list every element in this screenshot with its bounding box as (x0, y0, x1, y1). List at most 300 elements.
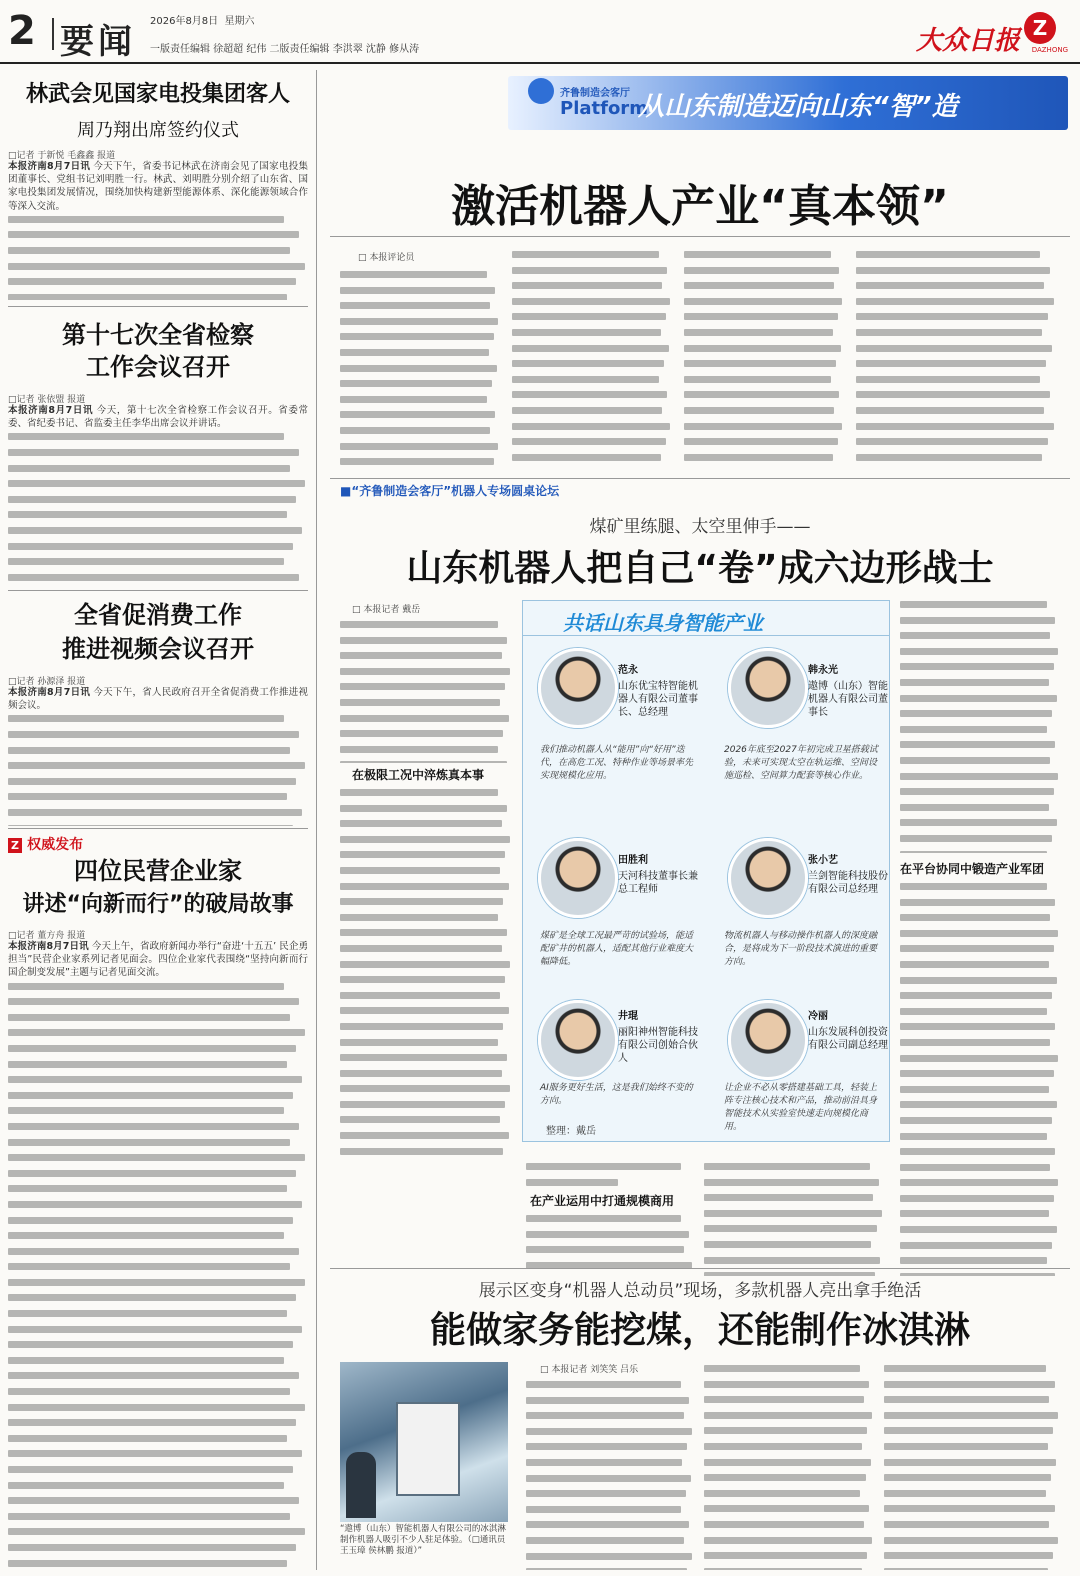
feature-byline: □ 本报记者 戴岳 (352, 605, 421, 615)
text-line (340, 805, 512, 818)
editors-line: 一版责任编辑 徐超超 纪伟 二版责任编辑 李洪翠 沈静 修从涛 (150, 44, 420, 55)
article-4-filler (8, 983, 308, 1570)
article-2-title-line2[interactable]: 工作会议召开 (86, 353, 230, 381)
weekday-text: 星期六 (224, 16, 255, 27)
feature-col-2a (526, 1160, 694, 1190)
text-line (8, 1435, 308, 1448)
bottom-title[interactable]: 能做家务能挖煤，还能制作冰淇淋 (429, 1310, 970, 1351)
text-line (8, 496, 308, 509)
bottom-col-1-filler (526, 1381, 694, 1570)
text-line (884, 1552, 1060, 1565)
text-line (340, 851, 512, 864)
forum-label: ■“齐鲁制造会客厅”机器人专场圆桌论坛 (340, 484, 560, 498)
text-line (512, 298, 672, 311)
person-5-title: 丽阳神州智能科技有限公司创始合伙人 (618, 1027, 698, 1064)
authoritative-release-tag (8, 834, 83, 854)
text-line (684, 423, 844, 436)
platform-banner (508, 76, 1068, 130)
text-line (900, 679, 1060, 692)
text-line (900, 1008, 1060, 1021)
text-line (856, 313, 1056, 326)
text-line (704, 1459, 874, 1472)
text-line (8, 465, 308, 478)
text-line (884, 1396, 1060, 1409)
text-line (526, 1397, 694, 1410)
banner-slogan: 从山东制造迈向山东“智”造 (638, 92, 958, 122)
text-line (340, 302, 500, 315)
text-line (900, 726, 1060, 739)
text-line (684, 282, 844, 295)
text-line (340, 761, 512, 763)
text-line (900, 695, 1060, 708)
text-line (884, 1521, 1060, 1534)
article-3-title-line1[interactable]: 全省促消费工作 (74, 601, 242, 629)
article-2-text: 今天，第十七次全省检察工作会议召开。省委常委、省纪委书记、省监委主任李华出席会议并讲话。 (8, 405, 308, 430)
avatar (728, 838, 808, 918)
text-line (8, 1092, 308, 1105)
feature-col-2b-filler (526, 1215, 694, 1276)
commentary-col-3-filler (684, 251, 844, 468)
text-line (8, 263, 308, 276)
text-line (704, 1241, 884, 1254)
article-2-title-line1[interactable]: 第十七次全省检察 (62, 321, 254, 349)
text-line (340, 836, 512, 849)
text-line (340, 746, 512, 759)
bottom-col-1 (526, 1378, 694, 1570)
text-line (8, 1154, 308, 1167)
text-line (684, 438, 844, 451)
text-line (526, 1568, 694, 1570)
text-line (8, 1107, 308, 1120)
text-line (340, 443, 500, 456)
text-line (900, 1226, 1060, 1239)
person-silhouette-icon (346, 1452, 376, 1518)
text-line (526, 1553, 694, 1566)
person-2-title: 遨博（山东）智能机器人有限公司董事长 (808, 681, 888, 718)
text-line (900, 773, 1060, 786)
text-line (884, 1537, 1060, 1550)
text-line (8, 511, 308, 524)
text-line (900, 930, 1060, 943)
text-line (340, 1132, 512, 1145)
divider (8, 590, 308, 591)
text-line (340, 1007, 512, 1020)
text-line (340, 992, 512, 1005)
text-line (704, 1210, 884, 1223)
banner-platform: Platform (560, 98, 648, 119)
feature-subhead-1: 在极限工况中淬炼真本事 (352, 768, 485, 782)
text-line (340, 820, 512, 833)
text-line (340, 287, 500, 300)
person-2-quote: 2026年底至2027年初完成卫星搭载试验，未来可实现太空在轨运维、空间设施巡检、空间算力配套等核心作业。 (724, 745, 878, 781)
text-line (8, 762, 308, 775)
text-line (8, 1045, 308, 1058)
text-line (900, 914, 1060, 927)
text-line (8, 1466, 308, 1479)
text-line (340, 789, 512, 802)
text-line (512, 345, 672, 358)
text-line (8, 1201, 308, 1214)
text-line (704, 1412, 874, 1425)
article-4-byline: □记者 董方舟 报道 (8, 931, 86, 941)
text-line (704, 1505, 874, 1518)
text-line (8, 825, 308, 826)
text-line (340, 365, 500, 378)
person-5-name: 井琨 (618, 1011, 638, 1022)
article-1-subtitle: 周乃翔出席签约仪式 (77, 120, 239, 141)
person-4-title: 兰剑智能科技股份有限公司总经理 (808, 871, 888, 895)
panel-title: 共话山东具身智能产业 (563, 611, 763, 635)
text-line (8, 1170, 308, 1183)
text-line (8, 558, 308, 571)
text-line (900, 1117, 1060, 1130)
column-divider (316, 70, 317, 1570)
text-line (684, 298, 844, 311)
text-line (8, 480, 308, 493)
text-line (8, 1248, 308, 1261)
text-line (8, 574, 308, 584)
divider (330, 478, 1070, 479)
text-line (340, 683, 512, 696)
text-line (340, 699, 512, 712)
text-line (900, 835, 1060, 848)
text-line (8, 1544, 308, 1557)
person-6-name: 冷丽 (808, 1011, 828, 1022)
text-line (900, 1148, 1060, 1161)
text-line (900, 710, 1060, 723)
text-line (512, 313, 672, 326)
commentary-col-4 (856, 248, 1056, 468)
text-line (900, 663, 1060, 676)
text-line (884, 1490, 1060, 1503)
text-line (900, 1023, 1060, 1036)
text-line (900, 804, 1060, 817)
feature-kicker: 煤矿里练腿、太空里伸手—— (589, 517, 811, 537)
commentary-title[interactable]: 激活机器人产业“真本领” (451, 181, 949, 232)
text-line (704, 1396, 874, 1409)
logo-mark-icon: Z (1024, 12, 1056, 44)
article-4-title-line2[interactable]: 讲述“向新而行”的破局故事 (22, 892, 294, 917)
text-line (8, 1560, 308, 1570)
text-line (340, 715, 512, 728)
text-line (526, 1179, 694, 1190)
text-line (526, 1412, 694, 1425)
text-line (8, 1450, 308, 1463)
text-line (856, 298, 1056, 311)
text-line (856, 391, 1056, 404)
text-line (8, 1263, 308, 1276)
person-5-quote: AI服务更好生活，这是我们始终不变的方向。 (540, 1083, 693, 1106)
text-line (340, 1054, 512, 1067)
text-line (900, 1210, 1060, 1223)
text-line (8, 1513, 308, 1526)
feature-col-2b (526, 1212, 694, 1276)
text-line (340, 271, 500, 284)
text-line (900, 977, 1060, 990)
text-line (704, 1427, 874, 1440)
text-line (8, 1357, 308, 1370)
text-line (884, 1459, 1060, 1472)
issue-date (150, 12, 255, 27)
bottom-col-2 (704, 1362, 874, 1570)
text-line (684, 391, 844, 404)
text-line (8, 1232, 308, 1245)
text-line (8, 1014, 308, 1027)
divider (8, 306, 308, 307)
logo-subtext: DAZHONG (1031, 46, 1068, 54)
article-4-text: 今天上午，省政府新闻办举行“奋进‘十五五’ 民企勇担当”民营企业家系列记者见面会。四位企业家代表围绕“坚持向新而行 国企制变发展”主题与记者见面交流。 (8, 941, 308, 979)
feature-col-1b-filler (340, 789, 512, 1156)
bottom-col-2-filler (704, 1365, 874, 1570)
text-line (856, 454, 1056, 467)
person-2-name: 韩永光 (808, 665, 838, 676)
divider (523, 635, 889, 636)
text-line (340, 1101, 512, 1114)
text-line (684, 329, 844, 342)
text-line (8, 793, 308, 806)
text-line (512, 391, 672, 404)
page-number: 2 (8, 8, 36, 54)
text-line (512, 251, 672, 264)
feature-col-1b (340, 786, 512, 1156)
text-line (340, 380, 500, 393)
article-4-lead: 本报济南8月7日讯 (8, 941, 89, 952)
text-line (340, 621, 512, 634)
article-1-title[interactable]: 林武会见国家电投集团客人 (25, 82, 290, 107)
article-2-byline: □记者 张依盟 报道 (8, 395, 86, 405)
text-line (526, 1215, 694, 1228)
text-line (8, 294, 308, 300)
text-line (526, 1459, 694, 1472)
text-line (340, 1023, 512, 1036)
feature-subhead-2: 在产业运用中打通规模商用 (530, 1194, 675, 1208)
divider (330, 236, 1070, 237)
text-line (512, 282, 672, 295)
text-line (526, 1475, 694, 1488)
text-line (8, 809, 308, 822)
article-4-title-line1[interactable]: 四位民营企业家 (74, 857, 242, 885)
text-line (512, 423, 672, 436)
text-line (340, 637, 512, 650)
article-3-body (8, 686, 308, 826)
feature-col-2a-filler (526, 1163, 694, 1190)
text-line (340, 333, 500, 346)
text-line (684, 313, 844, 326)
text-line (856, 282, 1056, 295)
text-line (8, 1372, 308, 1385)
bottom-byline: □ 本报记者 刘笑笑 吕乐 (540, 1365, 639, 1375)
text-line (684, 251, 844, 264)
text-line (856, 438, 1056, 451)
text-line (8, 1497, 308, 1510)
text-line (900, 601, 1060, 614)
text-line (704, 1225, 884, 1238)
text-line (8, 433, 308, 446)
text-line (704, 1474, 874, 1487)
text-line (340, 396, 500, 409)
bottom-col-3-filler (884, 1365, 1060, 1570)
text-line (900, 1164, 1060, 1177)
article-3-lead: 本报济南8月7日讯 (8, 687, 91, 698)
text-line (684, 407, 844, 420)
text-line (900, 899, 1060, 912)
text-line (8, 1404, 308, 1417)
article-1-byline: □记者 于新悦 毛鑫鑫 报道 (8, 151, 116, 161)
person-6-title: 山东发展科创投资有限公司副总经理 (808, 1027, 888, 1051)
article-2-filler (8, 433, 308, 584)
tag-label: 权威发布 (27, 837, 84, 853)
text-line (8, 247, 308, 260)
text-line (8, 1123, 308, 1136)
commentary-col-2 (512, 248, 672, 468)
text-line (900, 648, 1060, 661)
person-3-name: 田胜利 (618, 855, 648, 866)
text-line (900, 788, 1060, 801)
text-line (340, 929, 512, 942)
text-line (900, 1101, 1060, 1114)
text-line (340, 1116, 512, 1129)
divider (8, 828, 308, 829)
photo-caption: “遨博（山东）智能机器人有限公司的冰淇淋制作机器人吸引不少人驻足体验。（□通讯员 王玉璋 侯林鹏 报道）” (340, 1524, 506, 1556)
text-line (512, 438, 672, 451)
feature-col-4b (900, 880, 1060, 1276)
text-line (8, 1185, 308, 1198)
article-3-title-line2[interactable]: 推进视频会议召开 (62, 635, 254, 663)
text-line (340, 914, 512, 927)
commentary-col-2-filler (512, 251, 672, 468)
text-line (8, 1310, 308, 1323)
text-line (512, 407, 672, 420)
text-line (512, 454, 672, 467)
commentary-col-1-filler (340, 271, 500, 468)
commentary-byline: □ 本报评论员 (358, 253, 415, 263)
text-line (684, 360, 844, 373)
text-line (856, 267, 1056, 280)
text-line (8, 1139, 308, 1152)
text-line (856, 360, 1056, 373)
text-line (900, 819, 1060, 832)
text-line (900, 1086, 1060, 1099)
article-1-body (8, 160, 308, 300)
text-line (856, 423, 1056, 436)
ice-cream-machine-icon (396, 1402, 460, 1496)
text-line (900, 1055, 1060, 1068)
text-line (340, 976, 512, 989)
feature-title[interactable]: 山东机器人把自己“卷”成六边形战士 (406, 548, 994, 589)
article-1-text: 今天下午，省委书记林武在济南会见了国家电投集团董事长、党组书记刘明胜一行。林武、刘明胜分别介绍了山东省、国家电投集团发展情况，围绕加快构建新型能源体系、深化能源领域合作等深入交流。 (8, 161, 308, 212)
bottom-kicker: 展示区变身“机器人总动员”现场，多款机器人亮出拿手绝活 (478, 1281, 922, 1301)
text-line (684, 345, 844, 358)
text-line (340, 427, 500, 440)
text-line (856, 407, 1056, 420)
text-line (684, 376, 844, 389)
banner-org: 齐鲁制造会客厅 (560, 88, 630, 99)
text-line (526, 1163, 694, 1176)
header-rule (0, 62, 1080, 64)
text-line (8, 1279, 308, 1292)
article-3-byline: □记者 孙源泽 报道 (8, 677, 86, 687)
text-line (8, 778, 308, 791)
article-1-filler (8, 216, 308, 300)
text-line (900, 617, 1060, 630)
text-line (8, 1419, 308, 1432)
text-line (526, 1506, 694, 1519)
text-line (340, 730, 512, 743)
text-line (512, 360, 672, 373)
text-line (340, 668, 512, 681)
text-line (526, 1537, 694, 1550)
person-1-quote: 我们推动机器人从“能用”向“好用”迭代，在高危工况、特种作业等场景率先实现规模化应用。 (540, 745, 694, 781)
text-line (340, 1085, 512, 1098)
text-line (8, 1326, 308, 1339)
text-line (340, 1148, 512, 1156)
feature-col-4a-filler (900, 601, 1060, 853)
text-line (900, 1039, 1060, 1052)
person-4-name: 张小艺 (808, 855, 838, 866)
text-line (900, 1242, 1060, 1255)
text-line (8, 1076, 308, 1089)
text-line (900, 757, 1060, 770)
tag-icon: Z (8, 838, 22, 853)
text-line (340, 945, 512, 958)
text-line (8, 1217, 308, 1230)
text-line (900, 961, 1060, 974)
text-line (856, 251, 1056, 264)
text-line (900, 945, 1060, 958)
text-line (526, 1428, 694, 1441)
text-line (8, 1294, 308, 1307)
text-line (8, 231, 308, 244)
header-divider (52, 18, 54, 50)
panel-editor: 整理：戴岳 (546, 1126, 596, 1137)
article-2-body (8, 404, 308, 584)
text-line (900, 741, 1060, 754)
text-line (884, 1412, 1060, 1425)
text-line (8, 278, 308, 291)
feature-col-1a-filler (340, 621, 512, 763)
text-line (526, 1231, 694, 1244)
feature-subhead-3: 在平台协同中锻造产业军团 (900, 862, 1045, 876)
platform-logo-icon (528, 78, 554, 104)
text-line (8, 747, 308, 760)
text-line (8, 449, 308, 462)
text-line (512, 329, 672, 342)
text-line (8, 1341, 308, 1354)
text-line (704, 1194, 884, 1207)
text-line (512, 376, 672, 389)
feature-col-4a (900, 598, 1060, 853)
text-line (704, 1443, 874, 1456)
section-name: 要闻 (60, 22, 136, 62)
text-line (704, 1552, 874, 1565)
text-line (340, 349, 500, 362)
article-2-lead: 本报济南8月7日讯 (8, 405, 94, 416)
text-line (8, 527, 308, 540)
text-line (526, 1490, 694, 1503)
text-line (884, 1443, 1060, 1456)
text-line (856, 329, 1056, 342)
text-line (704, 1179, 884, 1192)
article-3-filler (8, 715, 308, 826)
feature-col-3-filler (704, 1163, 884, 1276)
text-line (8, 1029, 308, 1042)
text-line (340, 961, 512, 974)
person-3-quote: 煤矿是全球工况最严苛的试验场，能适配矿井的机器人，适配其他行业难度大幅降低。 (540, 931, 694, 967)
text-line (340, 1039, 512, 1052)
text-line (8, 1482, 308, 1495)
commentary-col-1 (340, 268, 500, 468)
article-4-body (8, 940, 308, 1570)
